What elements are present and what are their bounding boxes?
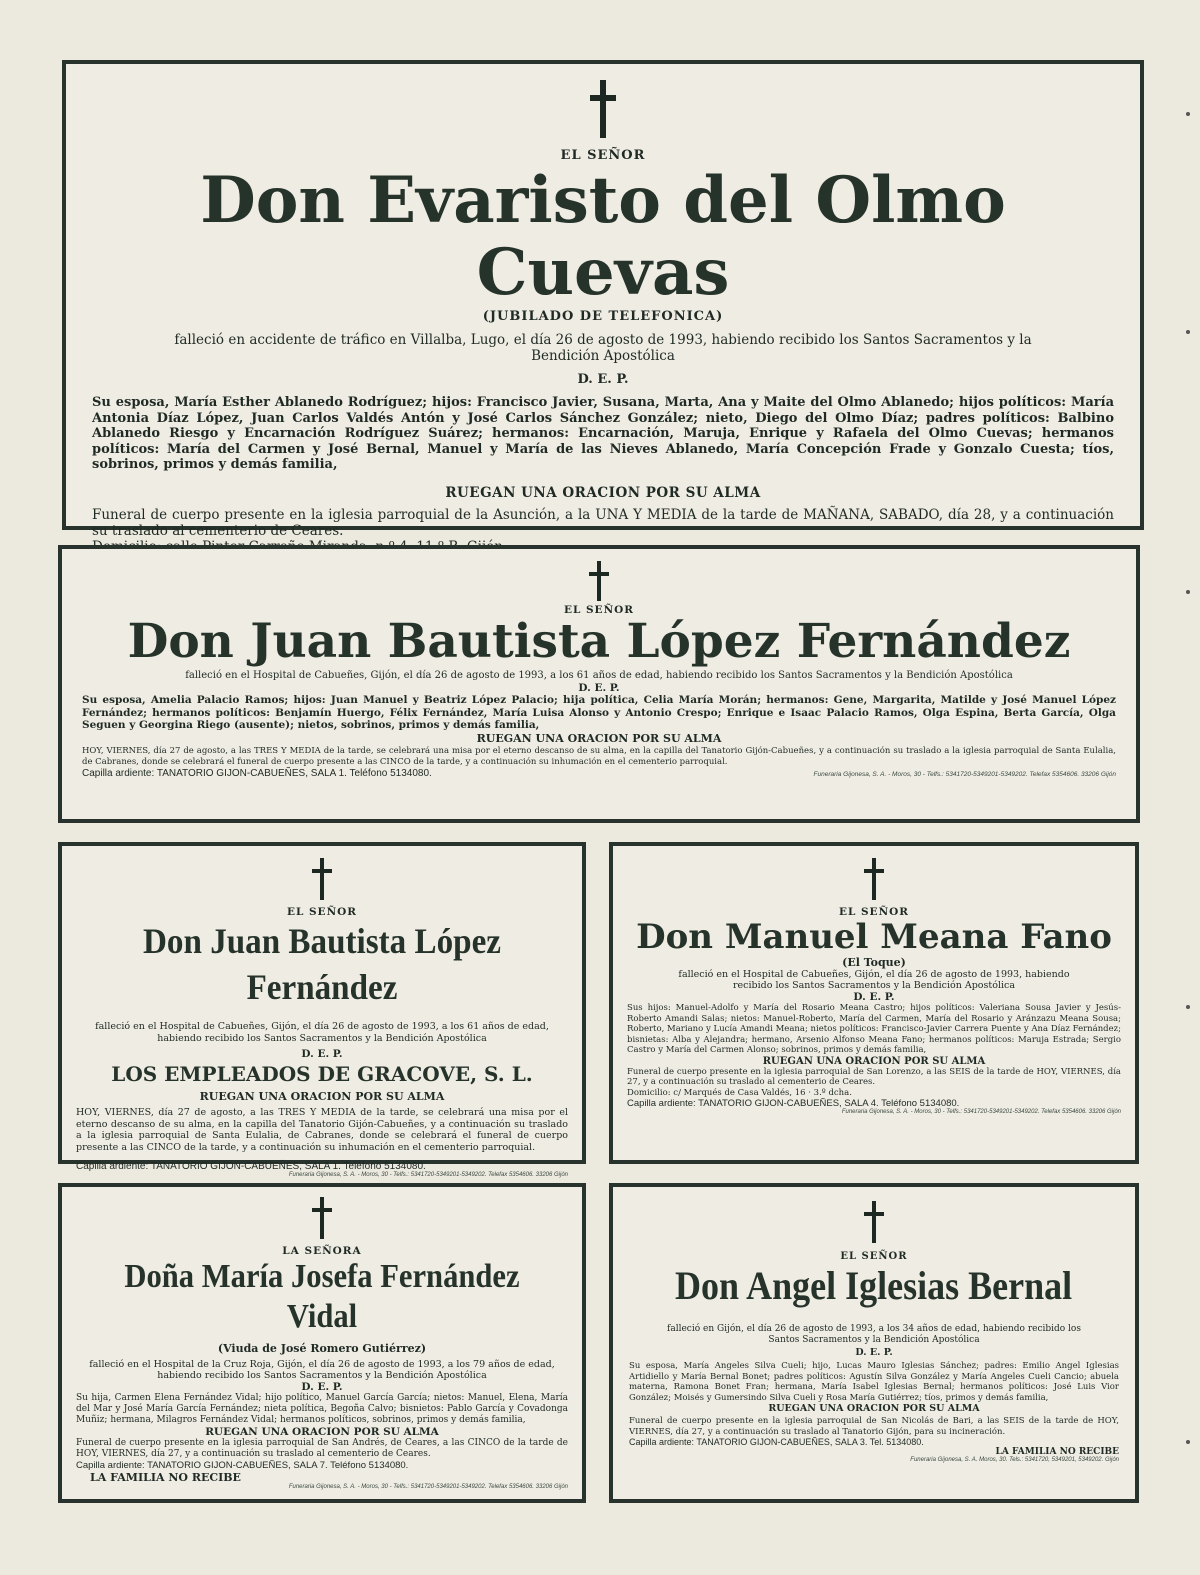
dep: D. E. P. [853, 991, 895, 1003]
family-list: Su esposa, María Esther Ablanedo Rodríguez; hijos: Francisco Javier, Susana, Marta, Ana y Maite del Olmo Ablanedo; hijos políticos: María Antonia Díaz López, Juan Carlos Valdés Antón y José Carlos Sánchez González; nieto, Diego del Olmo Díaz; padres políticos: Balbino Ablanedo Riesgo y Encarnación Rodríguez Suárez; hermanos: Encarnación, Maruja, Enrique y Rafaela del Olmo Cuevas; hermanos políticos: María del Carmen y José Bernal, Manuel y María de las Nieves Ablanedo, María Concepción Frade y Gonzalo Cuesta; tíos, sobrinos, primos y demás familia, [92, 395, 1114, 472]
death-info: falleció en el Hospital de Cabueñes, Gijón, el día 26 de agosto de 1993, habiendo recibido los Santos Sacramentos y la Bendición Apostólica [678, 969, 1070, 991]
cross-icon [76, 858, 568, 900]
dep: D. E. P. [301, 1048, 343, 1060]
death-info: falleció en accidente de tráfico en Villalba, Lugo, el día 26 de agosto de 1993, habiendo recibido los Santos Sacramentos y la Bendición Apostólica [174, 332, 1032, 364]
subtitle: (Viuda de José Romero Gutiérrez) [217, 1342, 427, 1355]
notice-evaristo [62, 60, 1144, 539]
family-list: Su esposa, María Angeles Silva Cueli; hijo, Lucas Mauro Iglesias Sánchez; padres: Emilio Angel Iglesias Artidiello y María Bernal Bonet; padres políticos: Agustín Silva González y María Angeles Cueli Cancio; abuela materna, Ramona Bonet Fran; hermana, María Isabel Iglesias Bernal; hermanos políticos: José Luis Vior González; Moisés y Gumersindo Silva Cueli y Rosa María Gutiérrez; tíos, primos y demás familia, [629, 1361, 1119, 1403]
prayer-request: RUEGAN UNA ORACION POR SU ALMA [762, 1055, 986, 1067]
family-notice: LA FAMILIA NO RECIBE [995, 1447, 1119, 1457]
funeral-home-credit: Funeraria Gijonesa, S. A. Moros, 30. Tels.: 5341720, 5349201, 5349202. Gijón [910, 1457, 1119, 1463]
prayer-request: RUEGAN UNA ORACION POR SU ALMA [445, 484, 761, 501]
notice-juan-bautista-gracove [58, 842, 586, 1178]
notice-manuel-meana [609, 842, 1139, 1164]
subtitle: (El Toque) [842, 956, 906, 969]
company-name: LOS EMPLEADOS DE GRACOVE, S. L. [111, 1062, 533, 1086]
funeral-info: Funeral de cuerpo presente en la iglesia parroquial de San Lorenzo, a las SEIS de la tarde de HOY, VIERNES, día 27, y a continuación su traslado al cementerio de Ceares. [627, 1066, 1121, 1087]
dep: D. E. P. [577, 372, 629, 387]
family-notice: LA FAMILIA NO RECIBE [90, 1471, 241, 1484]
family-list: Sus hijos: Manuel-Adolfo y María del Rosario Meana Castro; hijos políticos: Valeriana Sousa Javier y Jesús-Roberto Amandi Salas; nietos: Manuel-Roberto, María del Carmen, María del Rosario y Aránzazu Meana Sousa; Roberto, Mariano y Lucía Amandi Meana; nietos políticos: Francisco-Javier Carrera Puente y Ana Díaz Fernández; bisnietas: Alba y Alejandra; hermano, Arsenio Alfonso Meana Fano; hermanos políticos: Maruja Estrada; Sergio Castro y María del Carmen Alonso; sobrinos, primos y demás familia, [627, 1003, 1121, 1055]
chapel-info: Capilla ardiente: TANATORIO GIJON-CABUEÑES, SALA 1. Teléfono 5134080. [76, 1161, 426, 1172]
death-info: falleció en Gijón, el día 26 de agosto de 1993, a los 34 años de edad, habiendo recibido los Santos Sacramentos y la Bendición Apostólica [667, 1324, 1081, 1345]
dep: D. E. P. [301, 1381, 343, 1393]
cross-icon [92, 80, 1114, 138]
chapel-info: Capilla ardiente: TANATORIO GIJON-CABUEÑES, SALA 4. Teléfono 5134080. [627, 1098, 960, 1109]
heading: EL SEÑOR [840, 1251, 908, 1262]
deceased-name: Don Evaristo del Olmo Cuevas [200, 163, 1006, 310]
margin-dot [1186, 590, 1190, 594]
death-info: falleció en el Hospital de la Cruz Roja, Gijón, el día 26 de agosto de 1993, a los 79 años de edad, habiendo recibido los Santos Sacramentos y la Bendición Apostólica [89, 1359, 555, 1381]
heading: LA SEÑORA [282, 1245, 362, 1257]
funeral-home-credit: Funeraria Gijonesa, S. A. - Moros, 30 - Telfs.: 5341720-5349201-5349202. Telefax 5354606. 33206 Gijón [288, 1484, 568, 1490]
chapel-info: Capilla ardiente: TANATORIO GIJON-CABUEÑES, SALA 3. Tel. 5134080. [629, 1437, 924, 1447]
funeral-home-credit: Funeraria Gijonesa, S. A. - Moros, 30 - Telfs.: 5341720-5349201-5349202. Telefax 5354606. 33206 Gijón [813, 770, 1116, 778]
family-list: Su esposa, Amelia Palacio Ramos; hijos: Juan Manuel y Beatriz López Palacio; hija política, Celia María Morán; hermanos: Gene, Margarita, Matilde y José Manuel López Fernández; hermanos políticos: Benjamín Huergo, Félix Fernández, María Luisa Alonso y Antonio Crespo; Enrique e Isaac Palacio Ramos, Olga Espina, Berta García, Olga Seguen y Georgina Riego (ausente); nietos, sobrinos, primos y demás familia, [82, 694, 1116, 731]
deceased-name: Don Juan Bautista López Fernández [143, 921, 501, 1007]
chapel-info: Capilla ardiente: TANATORIO GIJON-CABUEÑES, SALA 7. Teléfono 5134080. [76, 1460, 409, 1471]
heading: EL SEÑOR [560, 148, 646, 163]
deceased-name: Don Angel Iglesias Bernal [675, 1263, 1073, 1308]
death-info: falleció en el Hospital de Cabueñes, Gijón, el día 26 de agosto de 1993, a los 61 años de edad, habiendo recibido los Santos Sacramentos y la Bendición Apostólica [95, 1021, 549, 1044]
funeral-info: HOY, VIERNES, día 27 de agosto, a las TRES Y MEDIA de la tarde, se celebrará una misa por el eterno descanso de su alma, en la capilla del Tanatorio Gijón-Cabueñes, y a continuación su traslado a la iglesia parroquial de Santa Eulalia, de Cabranes, donde se celebrará el funeral de cuerpo presente a las CINCO de la tarde, y a continuación su inhumación en el cementerio parroquial. [82, 745, 1116, 767]
prayer-request: RUEGAN UNA ORACION POR SU ALMA [768, 1403, 980, 1414]
funeral-info: Funeral de cuerpo presente en la iglesia parroquial de la Asunción, a la UNA Y MEDIA de la tarde de MAÑANA, SABADO, día 28, y a continuación su traslado al cementerio de Ceares. [92, 506, 1114, 539]
margin-dot [1186, 1440, 1190, 1444]
deceased-name: Don Manuel Meana Fano [636, 917, 1112, 957]
margin-dot [1186, 1005, 1190, 1009]
funeral-info: HOY, VIERNES, día 27 de agosto, a las TRES Y MEDIA de la tarde, se celebrará una misa por el eterno descanso de su alma, en la capilla del Tanatorio Gijón-Cabueñes, y a continuación su traslado a la iglesia parroquial de Santa Eulalia, de Cabranes, donde se celebrará el funeral de cuerpo presente a las CINCO de la tarde, y a continuación su inhumación en el cementerio parroquial. [76, 1107, 568, 1153]
margin-dot [1186, 330, 1190, 334]
funeral-info: Funeral de cuerpo presente en la iglesia parroquial de San Nicolás de Bari, a las SEIS de la tarde de HOY, VIERNES, día 27, y a continuación su traslado al Tanatorio Gijón, para su incineración. [629, 1416, 1119, 1437]
notice-juan-bautista-family [58, 545, 1140, 823]
domicile: Domicilio: c/ Marqués de Casa Valdés, 16 · 3.º dcha. [627, 1087, 852, 1098]
prayer-request: RUEGAN UNA ORACION POR SU ALMA [476, 731, 722, 745]
cross-icon [629, 1201, 1119, 1243]
notice-maria-josefa [58, 1183, 586, 1503]
chapel-info: Capilla ardiente: TANATORIO GIJON-CABUEÑES, SALA 1. Teléfono 5134080. [82, 767, 432, 779]
deceased-name: Don Juan Bautista López Fernández [127, 614, 1071, 669]
prayer-request: RUEGAN UNA ORACION POR SU ALMA [199, 1090, 445, 1103]
cross-icon [82, 561, 1116, 601]
deceased-name-line [629, 1262, 1119, 1318]
dep: D. E. P. [855, 1347, 893, 1358]
funeral-info: Funeral de cuerpo presente en la iglesia parroquial de San Andrés, de Ceares, a las CINCO de la tarde de HOY, VIERNES, día 27, y a continuación su traslado al cementerio de Ceares. [76, 1438, 568, 1459]
family-list: Su hija, Carmen Elena Fernández Vidal; hijo político, Manuel García García; nietos: Manuel, Elena, María del Mar y José María García Fernández; nieta política, Begoña Calvo; bisnietos: Pablo García y Covadonga Muñiz; hermana, Milagros Fernández Vidal; hermanos políticos, sobrinos, primos y demás familia, [76, 1393, 568, 1425]
margin-dot [1186, 112, 1190, 116]
deceased-name: Doña María Josefa Fernández Vidal [124, 1258, 520, 1335]
cross-icon [627, 858, 1121, 900]
funeral-home-credit: Funeraria Gijonesa, S. A. - Moros, 30 - Telfs.: 5341720-5349201-5349202. Telefax 5354606. 33206 Gijón [841, 1109, 1121, 1115]
dep: D. E. P. [578, 682, 620, 694]
deceased-name-line [76, 918, 568, 1017]
cross-icon [76, 1197, 568, 1239]
notice-angel-iglesias [609, 1183, 1139, 1503]
funeral-home-credit: Funeraria Gijonesa, S. A. - Moros, 30 - Telfs.: 5341720-5349201-5349202. Telefax 5354606. 33206 Gijón [288, 1172, 568, 1178]
deceased-name-line [76, 1257, 568, 1342]
death-info: falleció en el Hospital de Cabueñes, Gijón, el día 26 de agosto de 1993, a los 61 años de edad, habiendo recibido los Santos Sacramentos y la Bendición Apostólica [185, 670, 1013, 681]
prayer-request: RUEGAN UNA ORACION POR SU ALMA [205, 1426, 439, 1438]
heading: EL SEÑOR [838, 906, 910, 918]
heading: EL SEÑOR [286, 906, 358, 918]
heading: EL SEÑOR [563, 604, 635, 616]
subtitle: (JUBILADO DE TELEFONICA) [482, 309, 724, 324]
